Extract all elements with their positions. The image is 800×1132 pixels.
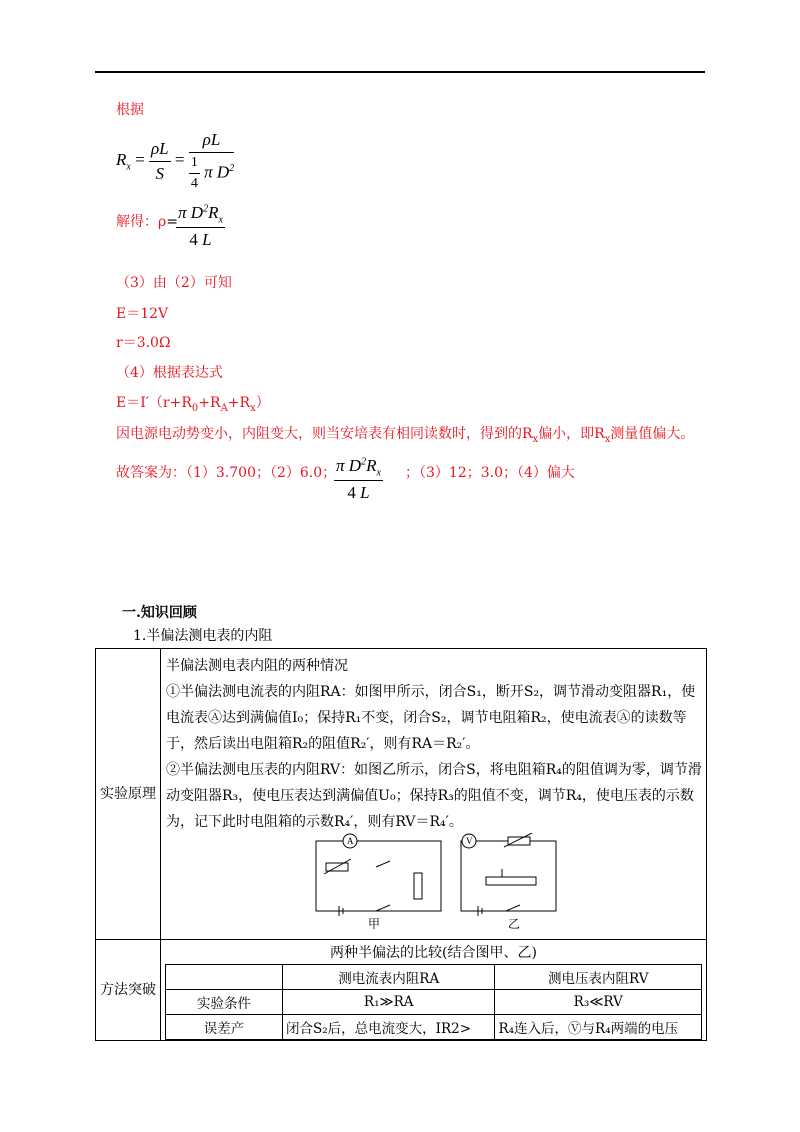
principle-cell	[161, 649, 707, 940]
header-rule	[95, 71, 705, 73]
figure-b-label: 乙	[508, 917, 521, 931]
ammeter-icon: A	[347, 836, 354, 846]
cmp-row1-2: R₃≪RV	[495, 990, 702, 1015]
cmp-head-0	[166, 965, 283, 990]
text-according: 根据	[116, 102, 144, 118]
formula-rx: $R_x$ = $\frac{\rho L}{S}$ = ρL $\frac{1}{4}$ π $D^2$	[116, 130, 235, 191]
text-e: E＝12V	[116, 306, 169, 322]
cmp-row2-2: R₄连入后，Ⓥ与R₄两端的电压	[495, 1015, 702, 1040]
formula-answer: $\frac{\pi D^2R_x}{4 L}$	[336, 456, 381, 503]
cmp-head-1: 测电流表内阻RA	[283, 965, 495, 990]
cmp-row2-0: 误差产	[166, 1015, 283, 1040]
cmp-head-2: 测电压表内阻RV	[495, 965, 702, 990]
main-table	[95, 648, 707, 1041]
text-solve: 解得：ρ=	[116, 214, 178, 230]
text-r: r＝3.0Ω	[116, 335, 171, 351]
circuit-figures	[166, 835, 702, 935]
text-answer-a: 故答案为：（1）3.700；（2）6.0；	[116, 465, 337, 481]
cmp-row2-1: 闭合S₂后，总电流变大，IR2>	[283, 1015, 495, 1040]
text-conclusion: 因电源电动势变小，内阻变大，则当安培表有相同读数时，得到的$R_x$偏小，即$R_x$测量值偏大。	[116, 426, 695, 445]
principle-title: 半偏法测电表内阻的两种情况	[166, 658, 348, 674]
figure-a-label: 甲	[368, 917, 381, 931]
cmp-row1-0: 实验条件	[166, 990, 283, 1015]
label-method: 方法突破	[96, 940, 161, 1041]
text-expression: $E=I'(r+R_0+R_A+R_x)$	[116, 395, 270, 414]
text-step4: （4）根据表达式	[116, 365, 223, 381]
comparison-table	[165, 964, 702, 1040]
label-principle: 实验原理	[96, 649, 161, 940]
principle-para-1: ①半偏法测电流表的内阻RA：如图甲所示，闭合S₁，断开S₂，调节滑动变阻器R₁，使电流表Ⓐ达到满偏值I₀；保持R₁不变，闭合S₂，调节电阻箱R₂，使电流表Ⓐ的读数等于，然后读出电阻箱R₂的阻值R₂′，则有RA＝R₂′。	[166, 684, 696, 752]
voltmeter-icon: V	[466, 836, 473, 846]
formula-rho: $\frac{\pi D^2R_x}{4 L}$	[178, 203, 223, 250]
method-cell	[161, 940, 707, 1041]
text-step3: （3）由（2）可知	[116, 275, 232, 291]
section-subheading: 1.半偏法测电表的内阻	[133, 628, 273, 644]
section-heading: 一.知识回顾	[122, 605, 197, 621]
comparison-title: 两种半偏法的比较(结合图甲、乙)	[330, 945, 537, 961]
cmp-row1-1: R₁≫RA	[283, 990, 495, 1015]
principle-para-2: ②半偏法测电压表的内阻RV：如图乙所示，闭合S，将电阻箱R₄的阻值调为零，调节滑动变阻器R₃，使电压表达到满偏值U₀；保持R₃的阻值不变，调节R₄，使电压表的示数为，记下此时电阻箱的示数R₄′，则有RV＝R₄′。	[166, 762, 702, 830]
text-answer-b: ；（3）12；3.0；（4）偏大	[405, 465, 575, 481]
circuit-diagram	[306, 833, 566, 933]
